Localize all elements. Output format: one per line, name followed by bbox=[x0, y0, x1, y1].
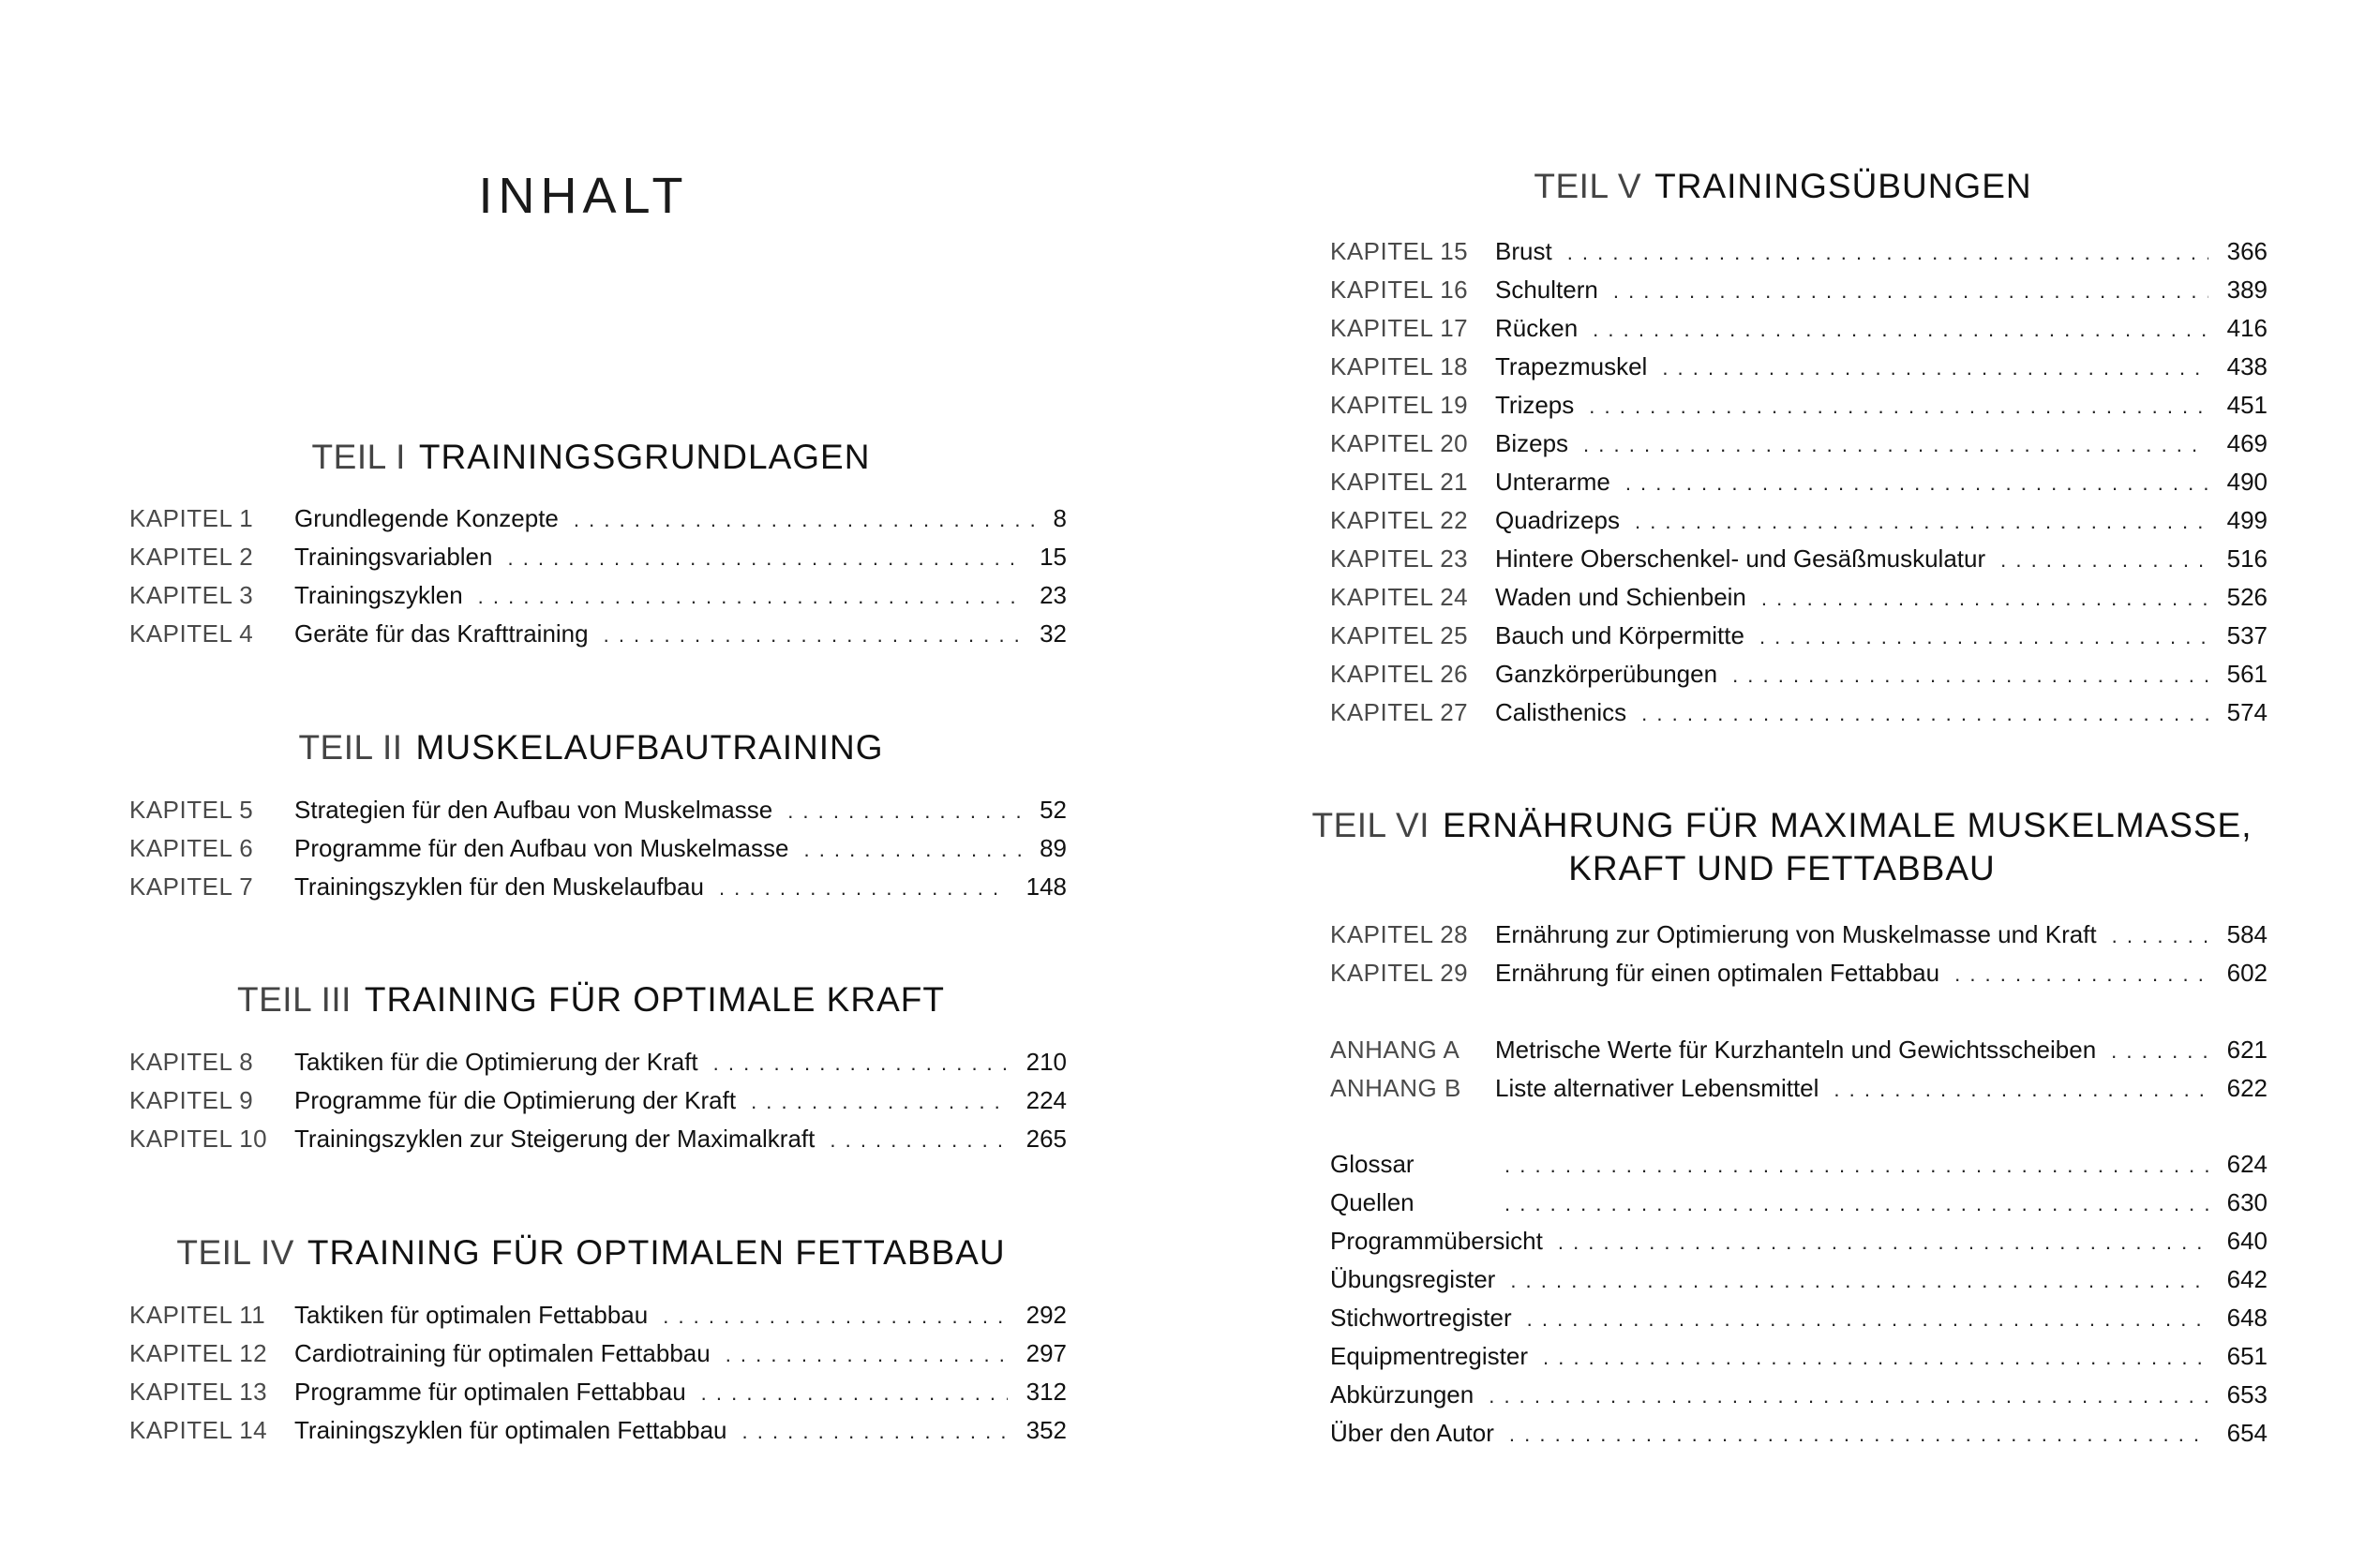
chapter-title: Trainingszyklen für den Muskelaufbau bbox=[294, 872, 704, 901]
page-number: 640 bbox=[2226, 1227, 2268, 1255]
dot-leader bbox=[751, 1081, 1008, 1121]
page-number: 624 bbox=[2226, 1150, 2268, 1178]
page-number: 389 bbox=[2226, 276, 2268, 304]
appendix-title: Liste alternativer Lebensmittel bbox=[1495, 1074, 1819, 1102]
dot-leader bbox=[1761, 578, 2208, 618]
page-number: 8 bbox=[1053, 504, 1067, 532]
back-matter-title: Glossar bbox=[1330, 1150, 1415, 1178]
page-number: 52 bbox=[1040, 796, 1067, 824]
chapter-number: KAPITEL 19 bbox=[1330, 391, 1469, 419]
page-number: 561 bbox=[2226, 660, 2268, 688]
dot-leader bbox=[1558, 1222, 2208, 1261]
chapter-number: KAPITEL 8 bbox=[129, 1048, 254, 1076]
chapter-number: KAPITEL 12 bbox=[129, 1339, 268, 1367]
chapter-number: KAPITEL 27 bbox=[1330, 698, 1469, 726]
chapter-number: KAPITEL 22 bbox=[1330, 506, 1469, 534]
dot-leader bbox=[574, 499, 1035, 539]
dot-leader bbox=[726, 1334, 1008, 1374]
chapter-number: KAPITEL 21 bbox=[1330, 468, 1469, 496]
chapter-number: KAPITEL 23 bbox=[1330, 544, 1469, 573]
dot-leader bbox=[742, 1411, 1008, 1451]
toc-row[interactable] bbox=[1330, 1069, 2268, 1108]
chapter-number: KAPITEL 28 bbox=[1330, 920, 1469, 948]
toc-row[interactable] bbox=[129, 1120, 1067, 1158]
part-label: TEIL I bbox=[311, 438, 406, 476]
part-title: TRAININGSGRUNDLAGEN bbox=[418, 438, 871, 476]
dot-leader bbox=[1593, 309, 2208, 349]
toc-row[interactable] bbox=[129, 1296, 1067, 1334]
toc-row[interactable] bbox=[1330, 501, 2268, 540]
toc-row[interactable] bbox=[129, 1334, 1067, 1373]
part-heading-2 bbox=[0, 726, 1186, 769]
toc-row[interactable] bbox=[129, 538, 1067, 576]
dot-leader bbox=[1504, 1145, 2208, 1185]
page-number: 602 bbox=[2226, 959, 2268, 987]
page-number: 292 bbox=[1025, 1301, 1067, 1329]
chapter-title: Taktiken für optimalen Fettabbau bbox=[294, 1301, 649, 1329]
part-heading-5 bbox=[1188, 165, 2378, 208]
dot-leader bbox=[663, 1296, 1007, 1335]
dot-leader bbox=[1834, 1069, 2208, 1109]
dot-leader bbox=[507, 538, 1021, 577]
chapter-title: Unterarme bbox=[1495, 468, 1610, 496]
chapter-title: Ganzkörperübungen bbox=[1495, 660, 1718, 688]
chapter-title: Waden und Schienbein bbox=[1495, 583, 1746, 611]
page-number: 297 bbox=[1025, 1339, 1067, 1367]
part-heading-4 bbox=[0, 1231, 1186, 1274]
part-heading-3 bbox=[0, 978, 1186, 1021]
page-number: 438 bbox=[2226, 352, 2268, 380]
page-number: 648 bbox=[2226, 1304, 2268, 1332]
toc-row[interactable] bbox=[129, 1373, 1067, 1411]
toc-row[interactable] bbox=[129, 576, 1067, 615]
toc-row[interactable] bbox=[1330, 1145, 2268, 1184]
appendix-title: Metrische Werte für Kurzhanteln und Gewichtsscheiben bbox=[1495, 1036, 2097, 1064]
dot-leader bbox=[1613, 271, 2208, 310]
chapter-number: KAPITEL 18 bbox=[1330, 352, 1469, 380]
toc-row[interactable] bbox=[1330, 578, 2268, 617]
toc-row[interactable] bbox=[1330, 916, 2268, 954]
chapter-title: Trainingszyklen für optimalen Fettabbau bbox=[294, 1416, 727, 1444]
toc-row[interactable] bbox=[1330, 540, 2268, 578]
toc-row[interactable] bbox=[1330, 954, 2268, 992]
chapter-title: Bizeps bbox=[1495, 429, 1569, 457]
dot-leader bbox=[1589, 386, 2208, 425]
part-title-line-1: ERNÄHRUNG FÜR MAXIMALE MUSKELMASSE, bbox=[1442, 806, 2253, 844]
page-number: 265 bbox=[1025, 1125, 1067, 1153]
dot-leader bbox=[2000, 540, 2208, 579]
part-label: TEIL V bbox=[1534, 167, 1642, 205]
toc-row[interactable] bbox=[1330, 1376, 2268, 1414]
chapter-title: Trizeps bbox=[1495, 391, 1575, 419]
page-number: 499 bbox=[2226, 506, 2268, 534]
page-number: 622 bbox=[2226, 1074, 2268, 1102]
page-number: 224 bbox=[1025, 1086, 1067, 1114]
toc-row[interactable] bbox=[1330, 693, 2268, 732]
chapter-number: KAPITEL 6 bbox=[129, 834, 254, 862]
toc-row[interactable] bbox=[1330, 232, 2268, 271]
toc-row[interactable] bbox=[129, 829, 1067, 868]
dot-leader bbox=[1510, 1260, 2208, 1300]
chapter-title: Trainingsvariablen bbox=[294, 543, 493, 571]
dot-leader bbox=[787, 791, 1021, 830]
toc-row[interactable] bbox=[1330, 617, 2268, 655]
chapter-number: KAPITEL 11 bbox=[129, 1301, 266, 1329]
chapter-number: KAPITEL 2 bbox=[129, 543, 254, 571]
page-number: 366 bbox=[2226, 237, 2268, 265]
page-number: 653 bbox=[2226, 1380, 2268, 1408]
toc-row[interactable] bbox=[129, 868, 1067, 906]
page-number: 490 bbox=[2226, 468, 2268, 496]
dot-leader bbox=[713, 1043, 1008, 1082]
chapter-number: KAPITEL 29 bbox=[1330, 959, 1469, 987]
toc-row[interactable] bbox=[1330, 1031, 2268, 1069]
page-number: 642 bbox=[2226, 1265, 2268, 1293]
page-number: 654 bbox=[2226, 1419, 2268, 1447]
chapter-number: KAPITEL 25 bbox=[1330, 621, 1469, 649]
chapter-title: Grundlegende Konzepte bbox=[294, 504, 559, 532]
dot-leader bbox=[1625, 463, 2208, 502]
dot-leader bbox=[830, 1120, 1007, 1159]
dot-leader bbox=[1489, 1376, 2208, 1415]
dot-leader bbox=[701, 1373, 1008, 1412]
back-matter-title: Programmübersicht bbox=[1330, 1227, 1543, 1255]
page-number: 210 bbox=[1025, 1048, 1067, 1076]
page-number: 312 bbox=[1025, 1378, 1067, 1406]
page-number: 89 bbox=[1040, 834, 1067, 862]
toc-row[interactable] bbox=[1330, 1414, 2268, 1453]
back-matter-title: Stichwortregister bbox=[1330, 1304, 1512, 1332]
chapter-number: KAPITEL 3 bbox=[129, 581, 254, 609]
page-number: 148 bbox=[1025, 872, 1067, 901]
chapter-title: Cardiotraining für optimalen Fettabbau bbox=[294, 1339, 711, 1367]
toc-row[interactable] bbox=[1330, 348, 2268, 386]
dot-leader bbox=[2111, 1031, 2208, 1070]
dot-leader bbox=[1759, 617, 2208, 656]
toc-row[interactable] bbox=[1330, 463, 2268, 501]
toc-row[interactable] bbox=[1330, 1337, 2268, 1376]
dot-leader bbox=[2112, 916, 2208, 955]
appendix-label: ANHANG A bbox=[1330, 1036, 1460, 1064]
toc-row[interactable] bbox=[129, 1411, 1067, 1450]
toc-row[interactable] bbox=[1330, 1299, 2268, 1337]
page-number: 584 bbox=[2226, 920, 2268, 948]
chapter-title: Strategien für den Aufbau von Muskelmasse bbox=[294, 796, 773, 824]
dot-leader bbox=[1641, 693, 2208, 733]
chapter-number: KAPITEL 4 bbox=[129, 619, 254, 648]
page-number: 621 bbox=[2226, 1036, 2268, 1064]
toc-row[interactable] bbox=[129, 1043, 1067, 1081]
page-number: 630 bbox=[2226, 1188, 2268, 1216]
chapter-title: Schultern bbox=[1495, 276, 1598, 304]
chapter-title: Geräte für das Krafttraining bbox=[294, 619, 589, 648]
page-number: 23 bbox=[1040, 581, 1067, 609]
dot-leader bbox=[1527, 1299, 2208, 1338]
part-title-line-2: KRAFT UND FETTABBAU bbox=[1568, 849, 1996, 887]
chapter-number: KAPITEL 15 bbox=[1330, 237, 1469, 265]
toc-row[interactable] bbox=[129, 615, 1067, 653]
part-heading-6 bbox=[1187, 804, 2377, 890]
page-number: 651 bbox=[2226, 1342, 2268, 1370]
appendix-label: ANHANG B bbox=[1330, 1074, 1461, 1102]
part-label: TEIL IV bbox=[176, 1233, 294, 1272]
page-number: 469 bbox=[2226, 429, 2268, 457]
back-matter-title: Equipmentregister bbox=[1330, 1342, 1528, 1370]
chapter-title: Bauch und Körpermitte bbox=[1495, 621, 1744, 649]
part-label: TEIL VI bbox=[1311, 806, 1429, 844]
page-number: 516 bbox=[2226, 544, 2268, 573]
part-heading-1 bbox=[0, 436, 1186, 479]
page-number: 32 bbox=[1040, 619, 1067, 648]
chapter-title: Quadrizeps bbox=[1495, 506, 1620, 534]
page-number: 537 bbox=[2226, 621, 2268, 649]
dot-leader bbox=[1635, 501, 2208, 541]
chapter-title: Ernährung zur Optimierung von Muskelmasse und Kraft bbox=[1495, 920, 2097, 948]
toc-row[interactable] bbox=[129, 791, 1067, 829]
dot-leader bbox=[1543, 1337, 2208, 1377]
dot-leader bbox=[478, 576, 1021, 616]
chapter-title: Programme für die Optimierung der Kraft bbox=[294, 1086, 737, 1114]
chapter-number: KAPITEL 26 bbox=[1330, 660, 1469, 688]
dot-leader bbox=[1954, 954, 2208, 993]
page-number: 574 bbox=[2226, 698, 2268, 726]
dot-leader bbox=[719, 868, 1008, 907]
dot-leader bbox=[1509, 1414, 2208, 1453]
toc-row[interactable] bbox=[1330, 386, 2268, 425]
chapter-title: Taktiken für die Optimierung der Kraft bbox=[294, 1048, 698, 1076]
chapter-title: Ernährung für einen optimalen Fettabbau bbox=[1495, 959, 1940, 987]
dot-leader bbox=[1732, 655, 2208, 694]
toc-row[interactable] bbox=[1330, 309, 2268, 348]
toc-row[interactable] bbox=[1330, 425, 2268, 463]
toc-row[interactable] bbox=[1330, 1184, 2268, 1222]
part-label: TEIL II bbox=[298, 728, 403, 767]
part-title: TRAINING FÜR OPTIMALEN FETTABBAU bbox=[307, 1233, 1006, 1272]
chapter-title: Trainingszyklen zur Steigerung der Maximalkraft bbox=[294, 1125, 816, 1153]
chapter-title: Hintere Oberschenkel- und Gesäßmuskulatur bbox=[1495, 544, 1986, 573]
back-matter-title: Über den Autor bbox=[1330, 1419, 1494, 1447]
chapter-title: Rücken bbox=[1495, 314, 1579, 342]
dot-leader bbox=[803, 829, 1021, 869]
part-title: TRAININGSÜBUNGEN bbox=[1654, 167, 2032, 205]
chapter-number: KAPITEL 17 bbox=[1330, 314, 1469, 342]
toc-row[interactable] bbox=[1330, 1260, 2268, 1299]
part-title: TRAINING FÜR OPTIMALE KRAFT bbox=[364, 980, 945, 1019]
page-title: INHALT bbox=[478, 168, 689, 224]
chapter-title: Programme für den Aufbau von Muskelmasse bbox=[294, 834, 789, 862]
part-label: TEIL III bbox=[237, 980, 352, 1019]
toc-row[interactable] bbox=[1330, 1222, 2268, 1260]
page-number: 416 bbox=[2226, 314, 2268, 342]
page-number: 451 bbox=[2226, 391, 2268, 419]
chapter-number: KAPITEL 24 bbox=[1330, 583, 1469, 611]
chapter-title: Calisthenics bbox=[1495, 698, 1627, 726]
chapter-number: KAPITEL 13 bbox=[129, 1378, 268, 1406]
chapter-number: KAPITEL 5 bbox=[129, 796, 254, 824]
page-number: 15 bbox=[1040, 543, 1067, 571]
chapter-number: KAPITEL 9 bbox=[129, 1086, 254, 1114]
right-page bbox=[1190, 0, 2380, 1550]
chapter-title: Brust bbox=[1495, 237, 1552, 265]
page-number: 352 bbox=[1025, 1416, 1067, 1444]
toc-row[interactable] bbox=[129, 499, 1067, 538]
chapter-number: KAPITEL 1 bbox=[129, 504, 254, 532]
chapter-title: Trapezmuskel bbox=[1495, 352, 1648, 380]
dot-leader bbox=[1504, 1184, 2208, 1223]
back-matter-title: Abkürzungen bbox=[1330, 1380, 1474, 1408]
part-title: MUSKELAUFBAUTRAINING bbox=[415, 728, 884, 767]
chapter-number: KAPITEL 14 bbox=[129, 1416, 268, 1444]
dot-leader bbox=[1662, 348, 2208, 387]
chapter-number: KAPITEL 16 bbox=[1330, 276, 1469, 304]
back-matter-title: Übungsregister bbox=[1330, 1265, 1496, 1293]
chapter-title: Trainingszyklen bbox=[294, 581, 463, 609]
dot-leader bbox=[1567, 232, 2208, 272]
toc-row[interactable] bbox=[1330, 271, 2268, 309]
back-matter-title: Quellen bbox=[1330, 1188, 1415, 1216]
toc-row[interactable] bbox=[129, 1081, 1067, 1120]
dot-leader bbox=[1583, 425, 2208, 464]
chapter-title: Programme für optimalen Fettabbau bbox=[294, 1378, 686, 1406]
dot-leader bbox=[604, 615, 1021, 654]
chapter-number: KAPITEL 10 bbox=[129, 1125, 268, 1153]
toc-row[interactable] bbox=[1330, 655, 2268, 693]
page-number: 526 bbox=[2226, 583, 2268, 611]
chapter-number: KAPITEL 20 bbox=[1330, 429, 1469, 457]
chapter-number: KAPITEL 7 bbox=[129, 872, 254, 901]
